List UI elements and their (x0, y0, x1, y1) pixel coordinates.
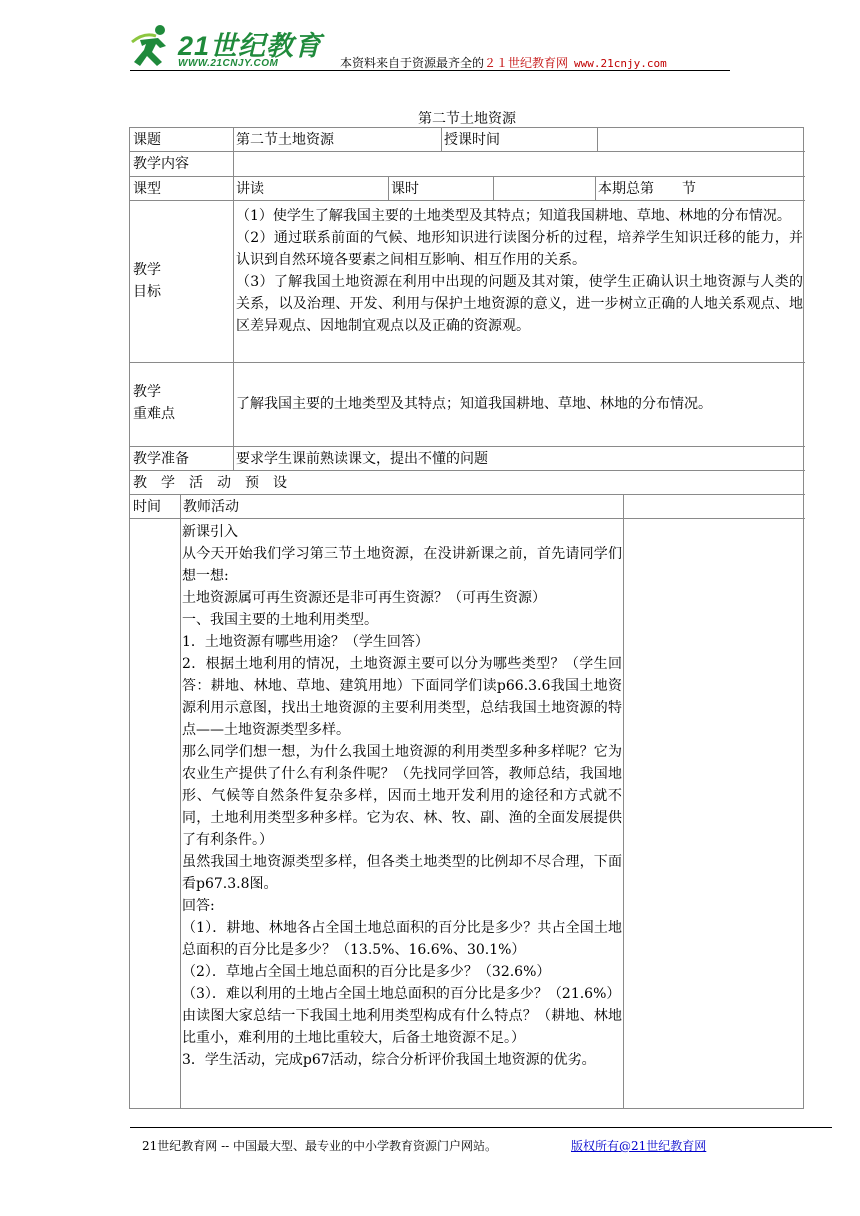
header-note-prefix: 本资料来自于资源最齐全的 (340, 56, 485, 70)
copyright-link[interactable]: 版权所有@21世纪教育网 (571, 1139, 707, 1153)
activity-line: 那么同学们想一想，为什么我国土地资源的利用类型多种多样呢？它为农业生产提供了什么有利条件呢？（先找同学回答，教师总结，我国地形、气候等自然条件复杂多样，因而土地开发利用的途径和方式就不同，土地利用类型多种多样。它为农、林、牧、副、渔的全面发展提供了有利条件。） (182, 744, 622, 848)
row-divider (130, 200, 805, 201)
term-total-label: 本期总第 节 (598, 181, 696, 197)
activity-line: 虽然我国土地资源类型多样，但各类土地类型的比例却不尽合理，下面看p67.3.8图。 (182, 854, 622, 892)
footer-divider (130, 1127, 832, 1128)
periods-label: 课时 (391, 181, 419, 197)
key-points-label (133, 381, 175, 425)
col-divider (441, 128, 442, 151)
activity-line: 土地资源属可再生资源还是非可再生资源？（可再生资源） (182, 590, 546, 606)
col-divider (493, 176, 494, 200)
subject-value: 第二节土地资源 (236, 132, 334, 148)
goal-item: （1）使学生了解我国主要的土地类型及其特点；知道我国耕地、草地、林地的分布情况。 (236, 208, 791, 224)
goals-label-line1: 教学 (133, 262, 161, 278)
activity-line: 回答: (182, 898, 215, 914)
activity-header: 教 学 活 动 预 设 (133, 475, 287, 491)
activity-line: 一、我国主要的土地利用类型。 (182, 612, 378, 628)
header-site-url[interactable]: www.21cnjy.com (574, 57, 667, 70)
footer-text: 21世纪教育网 -- 中国最大型、最专业的中小学教育资源门户网站。 (142, 1139, 498, 1153)
goals-label (133, 259, 161, 303)
subject-label: 课题 (133, 132, 161, 148)
row-divider (130, 494, 805, 495)
goals-label-line2: 目标 (133, 284, 161, 300)
activity-line: 2．根据土地利用的情况，土地资源主要可以分为哪些类型？（学生回答：耕地、林地、草地、建筑用地）下面同学们读p66.3.6我国土地资源利用示意图，找出土地资源的主要利用类型，总结我国土地资源的特点——土地资源类型多样。 (182, 656, 622, 738)
goal-item: （3）了解我国土地资源在利用中出现的问题及其对策，使学生正确认识土地资源与人类的关系，以及治理、开发、利用与保护土地资源的意义，进一步树立正确的人地关系观点、地区差异观点、因地制宜观点以及正确的资源观。 (236, 274, 803, 334)
prep-label: 教学准备 (133, 451, 189, 467)
goal-item: （2）通过联系前面的气候、地形知识进行读图分析的过程，培养学生知识迁移的能力，并认识到自然环境各要素之间相互影响、相互作用的关系。 (236, 230, 803, 268)
col-divider (597, 128, 598, 151)
row-divider (130, 151, 805, 152)
activity-line: （2）．草地占全国土地总面积的百分比是多少？（32.6%） (182, 964, 551, 980)
activity-line: 3．学生活动，完成p67活动，综合分析评价我国土地资源的优劣。 (182, 1052, 596, 1068)
runner-logo-icon (130, 22, 176, 70)
row-divider (130, 518, 805, 519)
activity-line: （1）．耕地、林地各占全国土地总面积的百分比是多少？共占全国土地总面积的百分比是多少？（13.5%、16.6%、30.1%） (182, 920, 622, 958)
logo-url: WWW.21CNJY.COM (178, 58, 279, 69)
col-divider (233, 128, 234, 470)
header-note (340, 54, 667, 71)
activity-line: （3）．难以利用的土地占全国土地总面积的百分比是多少？（21.6%） (182, 986, 621, 1002)
page-header (130, 20, 730, 72)
header-divider (130, 70, 730, 71)
content-label: 教学内容 (133, 156, 189, 172)
row-divider (130, 446, 805, 447)
col-divider (595, 176, 596, 200)
class-time-label: 授课时间 (444, 132, 500, 148)
col-divider (388, 176, 389, 200)
prep-value: 要求学生课前熟读课文，提出不懂的问题 (236, 451, 488, 467)
key-label-line2: 重难点 (133, 406, 175, 422)
document-title: 第二节土地资源 (418, 111, 516, 127)
header-site-name: ２１世纪教育网 (484, 56, 569, 70)
site-logo[interactable] (130, 20, 340, 72)
key-label-line1: 教学 (133, 384, 161, 400)
col-time-header: 时间 (133, 499, 161, 515)
col-divider (180, 494, 181, 1109)
row-divider (130, 362, 805, 363)
lesson-type-label: 课型 (133, 181, 161, 197)
lesson-plan-table (129, 127, 804, 1109)
col-divider (623, 494, 624, 1109)
key-points-value: 了解我国主要的土地类型及其特点；知道我国耕地、草地、林地的分布情况。 (236, 396, 712, 412)
activity-line: 由读图大家总结一下我国土地利用类型构成有什么特点？（耕地、林地比重小，难利用的土地比重较大，后备土地资源不足。） (182, 1008, 622, 1046)
lesson-type-value: 讲读 (236, 181, 264, 197)
logo-wordmark: 21世纪教育 (178, 31, 323, 61)
teacher-activity-content (182, 521, 622, 1071)
page-footer (142, 1137, 707, 1154)
row-divider (130, 176, 805, 177)
activity-line: 从今天开始我们学习第三节土地资源，在没讲新课之前，首先请同学们想一想: (182, 546, 622, 584)
activity-line: 新课引入 (182, 524, 238, 540)
activity-line: 1．土地资源有哪些用途？（学生回答） (182, 634, 429, 650)
row-divider (130, 470, 805, 471)
goals-content (236, 205, 803, 337)
col-teacher-header: 教师活动 (183, 499, 239, 515)
